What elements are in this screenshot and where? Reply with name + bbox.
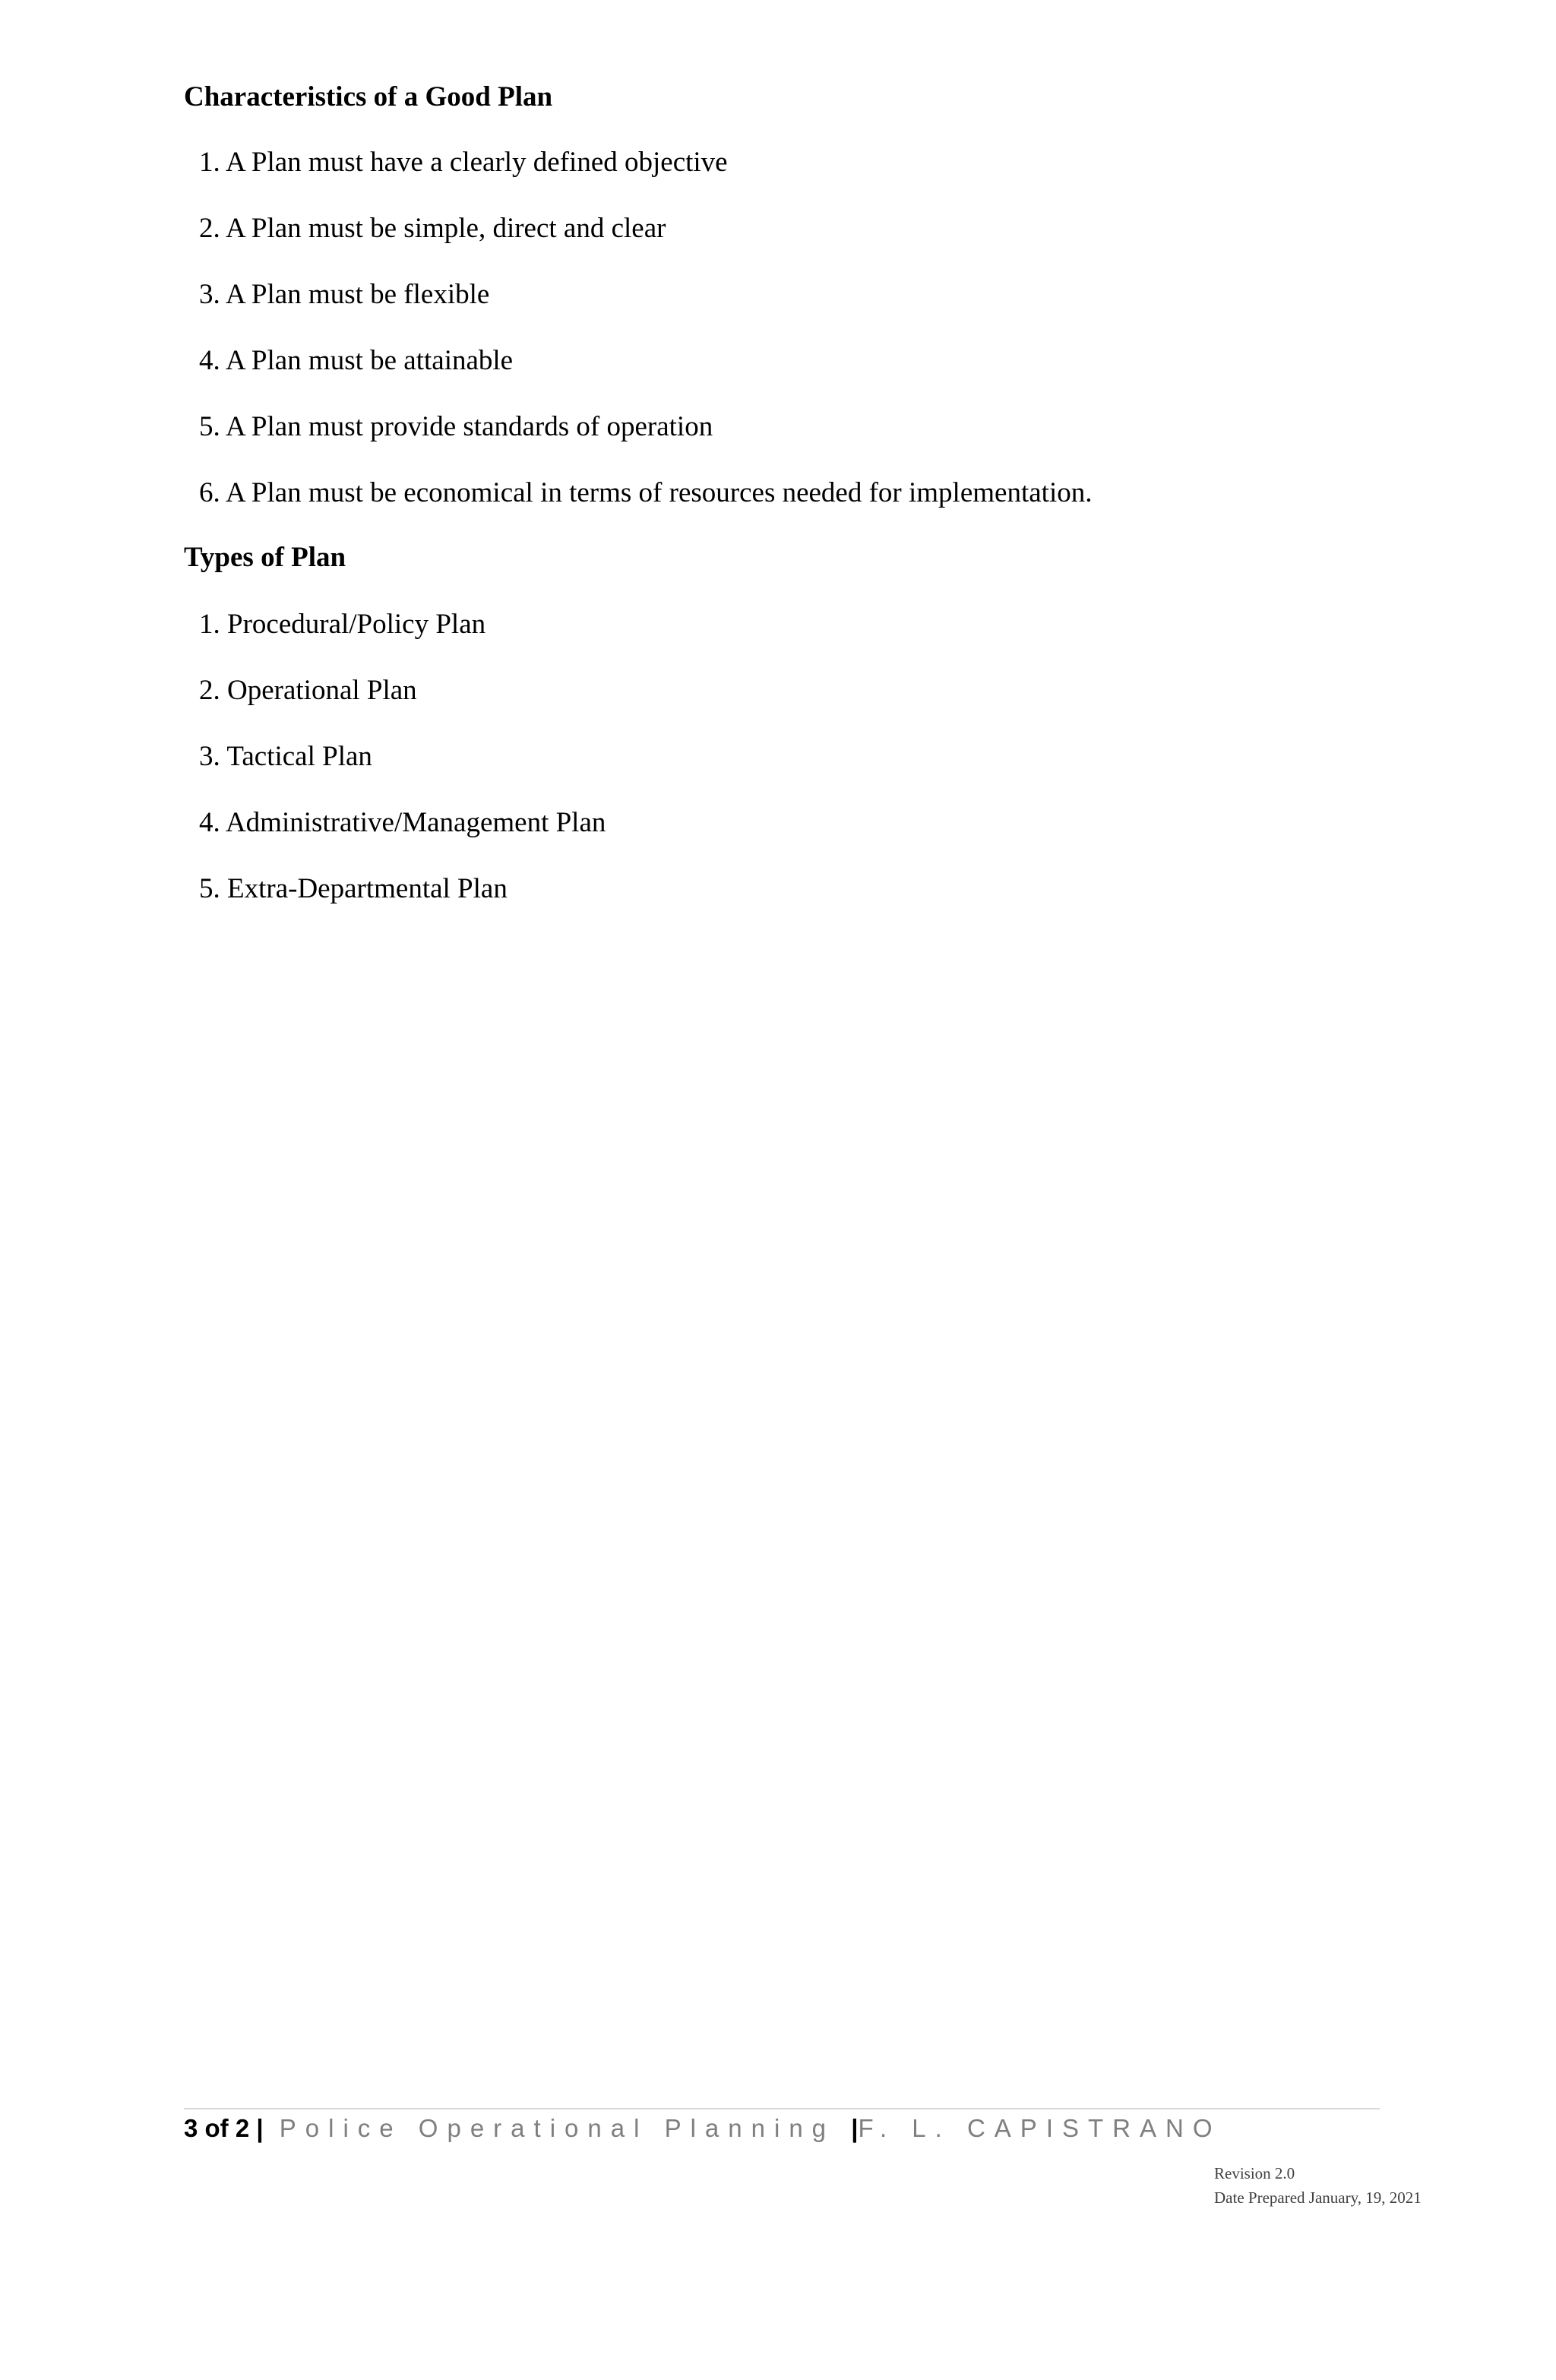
revision-date: Date Prepared January, 19, 2021: [1214, 2189, 1422, 2207]
section-heading-types: Types of Plan: [184, 542, 346, 573]
revision-version: Revision 2.0: [1214, 2164, 1295, 2182]
page-footer: [184, 2109, 1222, 2147]
list-item: 1. Procedural/Policy Plan: [199, 609, 486, 640]
list-item: 5. A Plan must provide standards of operation: [199, 411, 713, 442]
list-item: 5. Extra-Departmental Plan: [199, 873, 508, 904]
page-number: 3 of 2: [184, 2114, 257, 2142]
list-item: 4. A Plan must be attainable: [199, 345, 514, 376]
list-item: 1. A Plan must have a clearly defined objective: [199, 147, 728, 178]
types-list: [199, 608, 606, 938]
list-item: 2. Operational Plan: [199, 675, 417, 706]
section-heading-characteristics: Characteristics of a Good Plan: [184, 81, 553, 112]
document-title: Police Operational Planning: [263, 2114, 852, 2142]
footer-separator: |: [256, 2114, 264, 2142]
list-item: 2. A Plan must be simple, direct and clear: [199, 213, 666, 244]
author-separator: |: [851, 2114, 859, 2142]
author-name: F. L. CAPISTRANO: [858, 2114, 1222, 2142]
list-item: 3. Tactical Plan: [199, 741, 372, 772]
revision-info: [1214, 2161, 1422, 2210]
list-item: 4. Administrative/Management Plan: [199, 807, 606, 838]
list-item: 3. A Plan must be flexible: [199, 279, 490, 310]
list-item: 6. A Plan must be economical in terms of resources needed for implementation.: [199, 477, 1093, 508]
characteristics-list: [199, 146, 1092, 543]
